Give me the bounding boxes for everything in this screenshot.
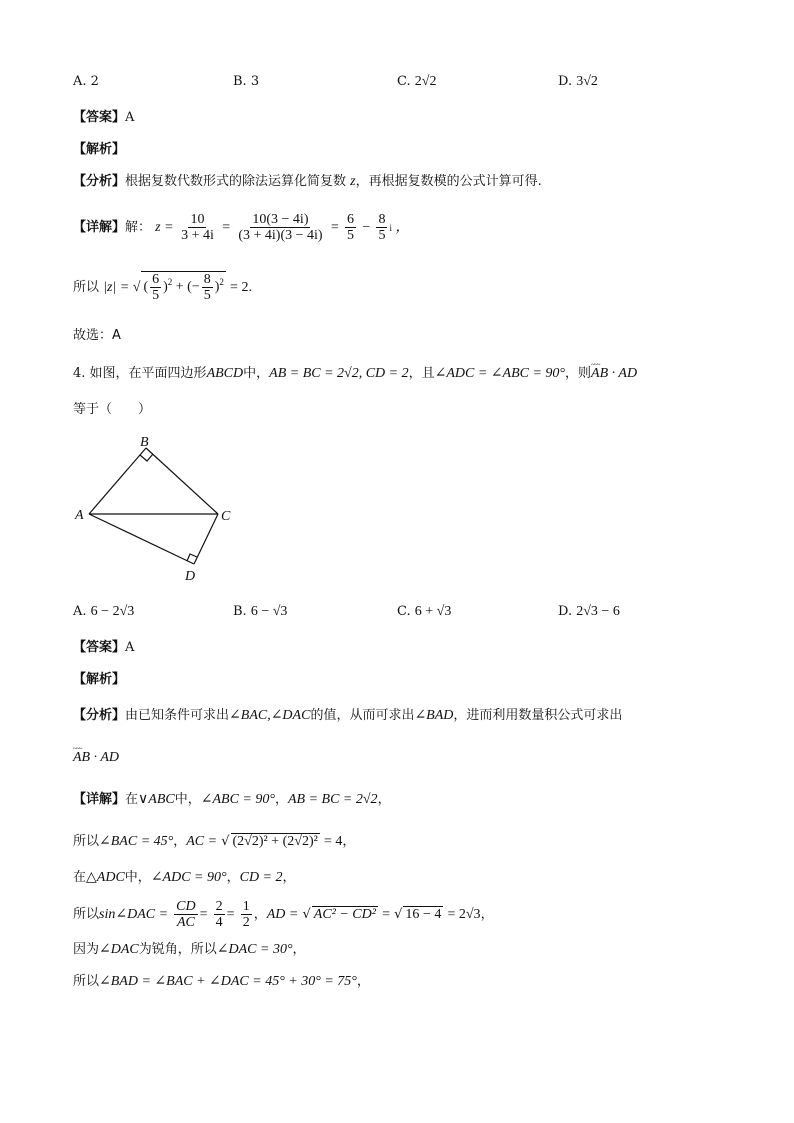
q4-option-b <box>233 604 287 620</box>
q4-stem-text2: 中， <box>243 366 270 381</box>
d3-text1: 在 <box>73 870 87 885</box>
d3-text4: ， <box>282 870 296 885</box>
detail-prefix: 解： <box>125 220 152 235</box>
d1-math2: ∠ABC = 90° <box>200 792 275 807</box>
q4-option-b-label: B. <box>233 604 247 619</box>
d4-math3: = 2√3 <box>447 907 481 922</box>
q4-option-a <box>73 604 134 620</box>
label-a: A <box>75 508 84 523</box>
q4-analysis-label: 【解析】 <box>73 672 126 687</box>
d6-math1: ∠BAD = ∠BAC + ∠DAC = 45° + 30° = 75° <box>99 974 357 989</box>
q4-stem <box>73 364 637 384</box>
q4-stem-text3: ，且 <box>408 366 435 381</box>
mod-prefix: 所以 <box>73 280 100 295</box>
d4-text1: 所以 <box>73 907 100 922</box>
d4-sqrt2: 16 − 4 <box>405 907 442 922</box>
q4-fenxi-line2 <box>73 748 119 768</box>
q4-stem-line2: 等于（ ） <box>73 402 152 417</box>
d3-text2: 中， <box>124 870 151 885</box>
modulus-expression: |z| = √ ( $\frac{6}{5}$ )$^2$ + (− $\frac{8}{5}$ )$^2$ <box>103 272 224 304</box>
q4-detail-1 <box>73 790 391 810</box>
d3-math1: △ADC <box>86 870 125 885</box>
label-d: D <box>185 569 196 582</box>
right-angle-mark-b <box>140 454 153 461</box>
fenxi-math1: ∠BAC,∠DAC <box>229 708 311 723</box>
d4-text3: ， <box>480 907 494 922</box>
q3-modulus <box>73 270 252 306</box>
d4-sqrt1: AC² − CD² <box>313 907 376 922</box>
quadrilateral-figure <box>72 432 242 582</box>
d5-math1: ∠DAC <box>99 942 139 957</box>
d2-sqrt: (2√2)² + (2√2)² <box>232 834 318 849</box>
fenxi-text3: ，进而利用数量积公式可求出 <box>453 708 623 723</box>
fenxi-label: 【分析】 <box>73 174 126 189</box>
q3-answer <box>73 108 134 128</box>
d6-text2: ， <box>356 974 370 989</box>
q3-option-c <box>397 74 436 90</box>
q4-option-a-label: A. <box>73 604 87 619</box>
d4-frac3-den: 2 <box>242 915 250 930</box>
d1-math3: AB = BC = 2√2 <box>287 792 378 807</box>
fenxi-text1: 由已知条件可求出 <box>125 708 230 723</box>
edge-cd <box>194 514 218 564</box>
q3-analysis-label: 【解析】 <box>73 142 126 157</box>
q4-answer <box>73 638 134 658</box>
q4-detail-5 <box>73 940 306 960</box>
q4-vec-expr: ~~~ AB · AD <box>591 364 637 384</box>
d4-frac2-den: 4 <box>215 915 223 930</box>
d1-math1: ∨ABC <box>138 792 175 807</box>
edge-ab <box>89 448 146 514</box>
edge-ad <box>89 514 194 564</box>
d5-math2: ∠DAC = 30° <box>216 942 293 957</box>
d5-text3: ， <box>292 942 306 957</box>
q3-detail <box>73 212 409 244</box>
q3-option-d-label: D. <box>558 74 573 89</box>
q4-cond1: AB = BC = 2√2, CD = 2 <box>269 366 409 381</box>
q4-stem-text4: ，则 <box>565 366 592 381</box>
d6-text1: 所以 <box>73 974 100 989</box>
label-b: B <box>140 435 149 450</box>
d4-frac3-num: 1 <box>242 899 250 914</box>
fenxi-text2: ，再根据复数模的公式计算可得. <box>355 174 542 189</box>
fenxi-vec-expr: ~~~ AB · AD <box>73 748 119 768</box>
d4-frac1-num: CD <box>176 899 196 914</box>
q3-option-d <box>558 74 598 90</box>
fenxi-text: 根据复数代数形式的除法运算化简复数 <box>125 174 347 189</box>
q3-fenxi <box>73 172 542 192</box>
q4-option-b-math: 6 − √3 <box>250 604 288 619</box>
d4-frac1-den: AC <box>176 915 195 930</box>
d3-math2: ∠ADC = 90° <box>150 870 227 885</box>
fenxi-math2: ∠BAD <box>414 708 454 723</box>
q4-cond2: ∠ADC = ∠ABC = 90° <box>434 366 566 381</box>
q3-option-c-math: 2√2 <box>414 74 437 89</box>
q3-option-d-math: 3√2 <box>576 74 598 89</box>
fenxi-label: 【分析】 <box>73 708 126 723</box>
q3-option-c-label: C. <box>397 74 411 89</box>
d2-text3: ， <box>342 834 356 849</box>
d5-text1: 因为 <box>73 942 100 957</box>
q4-option-d <box>558 604 620 620</box>
d4-frac2-num: 2 <box>215 899 223 914</box>
q4-detail-6 <box>73 972 370 992</box>
d2-math1: ∠BAC = 45° <box>99 834 174 849</box>
q3-option-b: B. 3 <box>233 74 260 89</box>
d1-text4: ， <box>377 792 391 807</box>
q4-option-d-label: D. <box>558 604 573 619</box>
q3-option-a: A. 2 <box>73 74 99 89</box>
label-c: C <box>221 509 231 524</box>
q4-option-a-math: 6 − 2√3 <box>90 604 135 619</box>
q4-option-c <box>397 604 451 620</box>
d2-text1: 所以 <box>73 834 100 849</box>
d4-math1: sin∠DAC = <box>99 907 169 922</box>
edge-bc <box>146 448 218 514</box>
q3-choice: 故选：A <box>73 328 121 343</box>
d3-text3: ， <box>226 870 240 885</box>
q4-number: 4. <box>73 366 86 381</box>
q4-fenxi <box>73 706 622 726</box>
d5-text2: 为锐角，所以 <box>138 942 217 957</box>
detail-label: 【详解】 <box>73 220 126 235</box>
detail-label: 【详解】 <box>73 792 126 807</box>
answer-label: 【答案】 <box>73 640 126 655</box>
q4-option-d-math: 2√3 − 6 <box>576 604 620 619</box>
q4-detail-3 <box>73 868 296 888</box>
answer-value: A <box>125 640 135 655</box>
d3-math3: CD = 2 <box>239 870 283 885</box>
mod-result: = 2. <box>230 280 252 295</box>
d2-math2c: = 4 <box>323 834 343 849</box>
q3-equation: z = $\frac{10}{3 + 4i}$ = $\frac{10(3 - 4i)}{(3 + 4i)(3 - 4i)}$ = $\frac{6}{5}$ − $\frac{8}{5}$ i ， <box>155 212 410 244</box>
q4-option-c-label: C. <box>397 604 411 619</box>
fenxi-text2: 的值，从而可求出 <box>310 708 415 723</box>
q4-option-c-math: 6 + √3 <box>414 604 452 619</box>
d1-text3: ， <box>274 792 288 807</box>
q4-detail-4: 所以sin∠DAC = $\frac{CD}{AC}$ = $\frac{2}{4}$ = $\frac{1}{2}$ ，AD = √ AC² − CD² = √ 16 − 4 = 2√3， <box>73 899 494 930</box>
q4-stem-text1: 如图，在平面四边形 <box>89 366 207 381</box>
answer-value: A <box>125 110 135 125</box>
d1-text1: 在 <box>125 792 139 807</box>
d2-text2: ， <box>173 834 187 849</box>
d1-text2: 中， <box>174 792 201 807</box>
d4-math2: AD = <box>266 907 299 922</box>
q4-detail-2: 所以∠BAC = 45°，AC = √ (2√2)² + (2√2)² = 4， <box>73 834 356 849</box>
fenxi-var: z <box>350 174 356 189</box>
answer-label: 【答案】 <box>73 110 126 125</box>
d4-text2: ， <box>253 907 267 922</box>
q4-quad: ABCD <box>206 366 244 381</box>
d2-math2a: AC = <box>186 834 218 849</box>
